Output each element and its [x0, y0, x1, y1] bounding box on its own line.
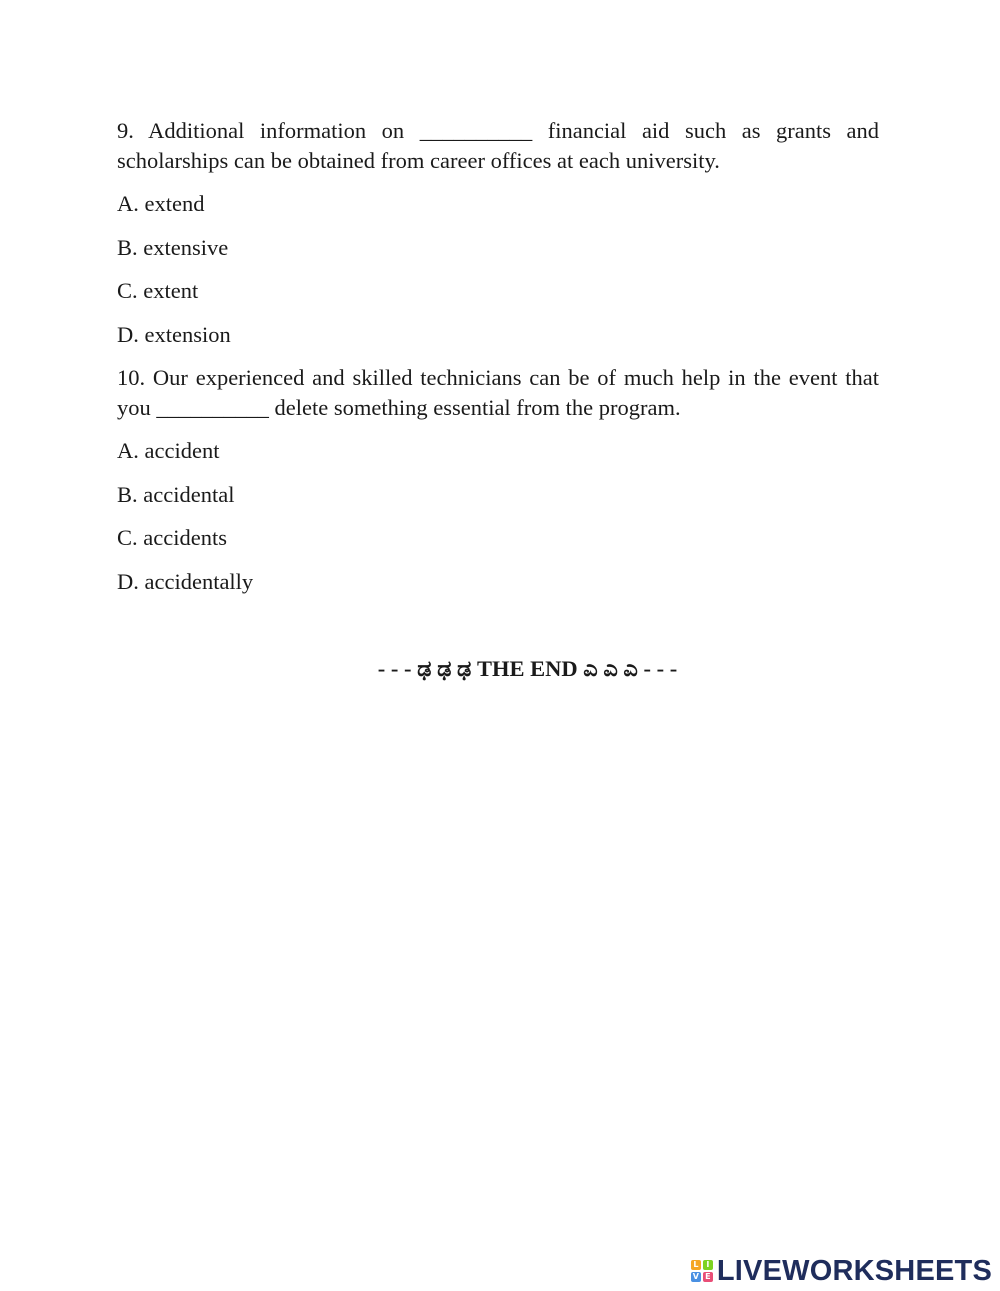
logo-mark-icon	[691, 1260, 713, 1282]
option-d[interactable]: D. extension	[117, 321, 231, 347]
option-b[interactable]: B. extensive	[117, 234, 229, 260]
worksheet-page	[117, 116, 879, 610]
option-a[interactable]: A. extend	[117, 191, 205, 216]
liveworksheets-logo	[691, 1256, 992, 1286]
logo-letter-e: E	[703, 1272, 713, 1282]
the-end-divider: - - - ಢ ಢ ಢ THE END ಎ ಎ ಎ - - -	[377, 656, 678, 681]
logo-letter-i: I	[703, 1260, 713, 1270]
option-a[interactable]: A. accident	[117, 438, 220, 463]
question-9	[117, 116, 879, 350]
question-text: 9. Additional information on __________ financial aid such as grants and scholarships can be obtained from career offices at each university.	[117, 118, 879, 173]
question-10	[117, 363, 879, 597]
option-c[interactable]: C. accidents	[117, 525, 227, 550]
question-text: 10. Our experienced and skilled technicians can be of much help in the event that you __________ delete something essential from the program.	[117, 365, 879, 420]
logo-text: LIVEWORKSHEETS	[716, 1254, 992, 1287]
option-d[interactable]: D. accidentally	[117, 568, 254, 594]
option-c[interactable]: C. extent	[117, 278, 199, 303]
logo-letter-v: V	[692, 1272, 699, 1281]
option-b[interactable]: B. accidental	[117, 481, 235, 507]
logo-letter-l: L	[691, 1260, 701, 1270]
